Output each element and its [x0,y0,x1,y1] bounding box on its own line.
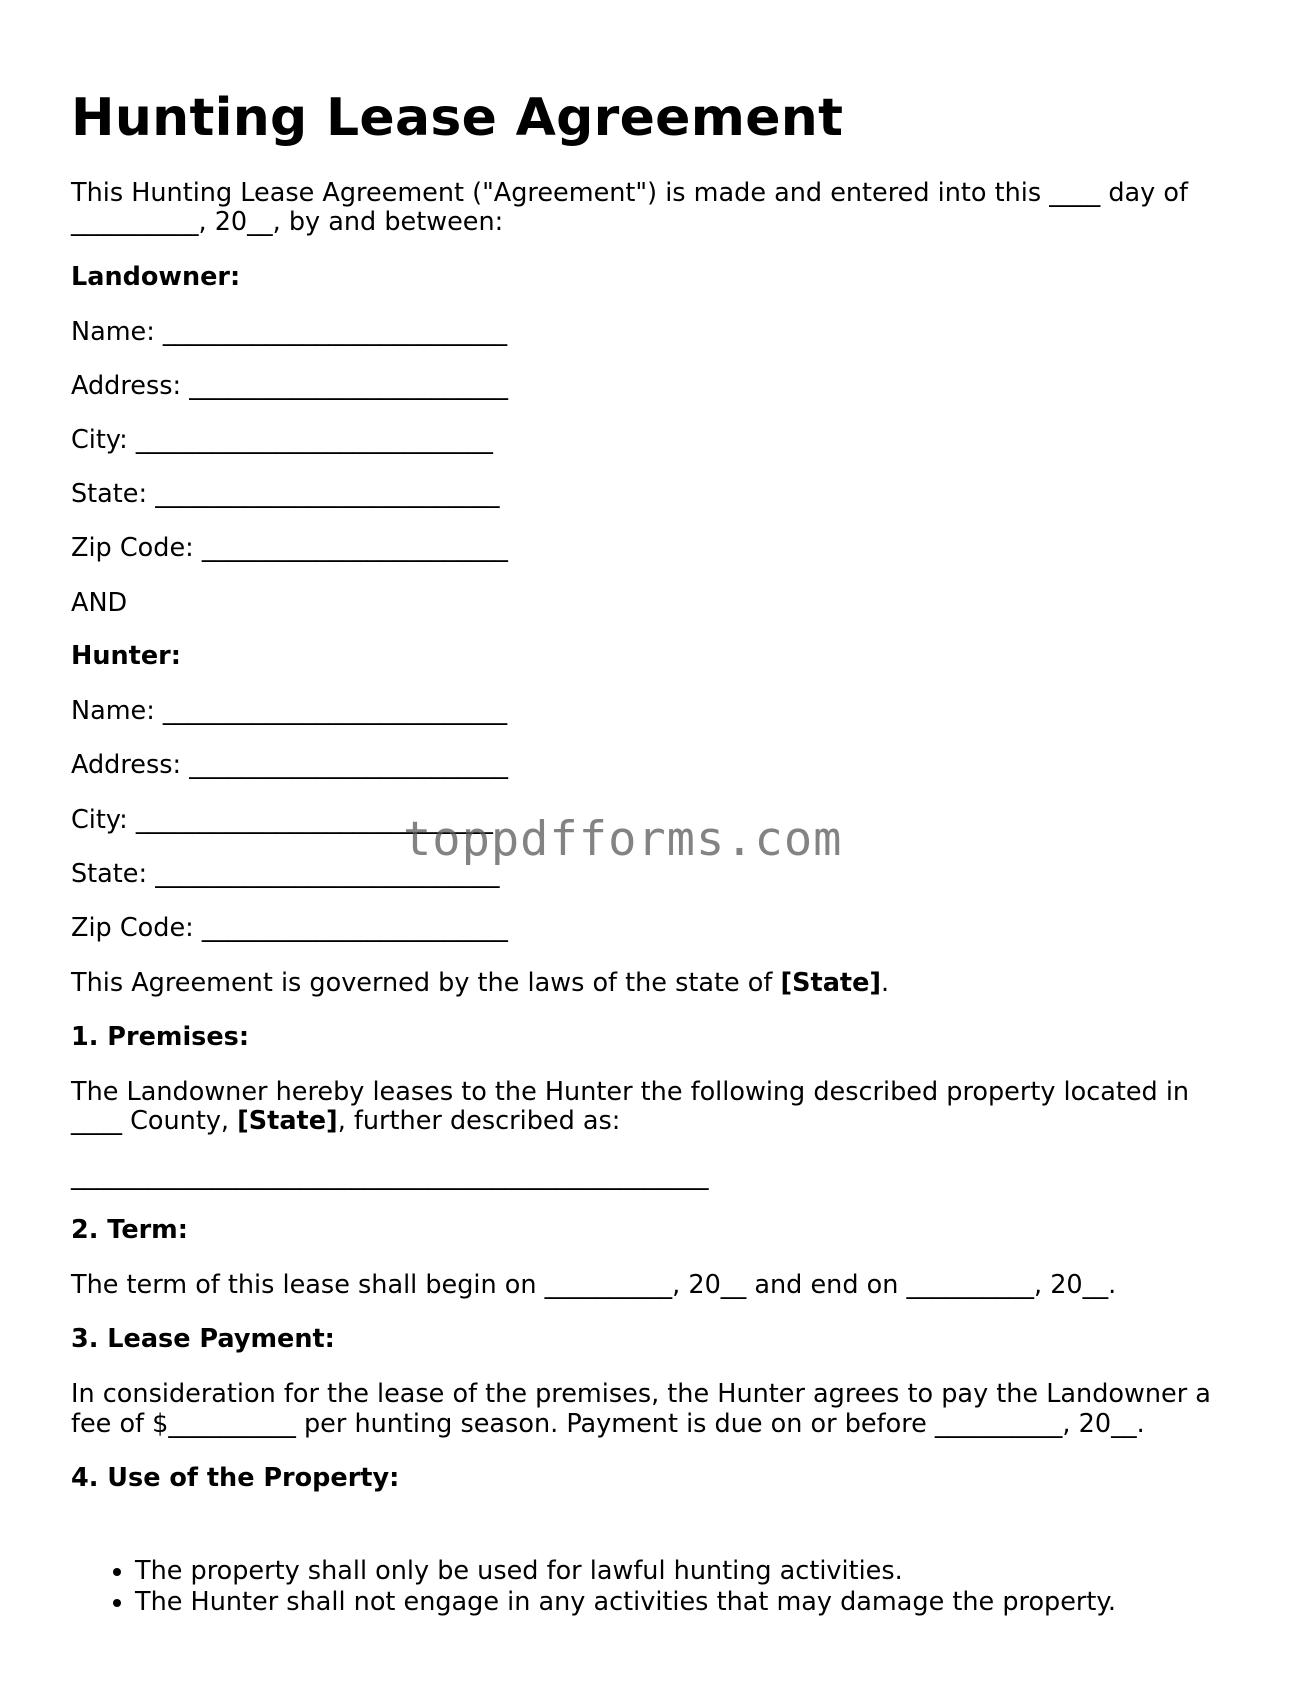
landowner-zip-field[interactable]: Zip Code: ________________________ [71,533,508,563]
governing-law-text [71,968,889,999]
hunter-state-field[interactable]: State: ___________________________ [71,859,500,889]
premises-heading: 1. Premises: [71,1022,250,1052]
hunter-heading: Hunter: [71,641,181,671]
payment-heading: 3. Lease Payment: [71,1324,335,1354]
landowner-name-field[interactable]: Name: ___________________________ [71,317,508,347]
and-label: AND [71,588,128,618]
hunter-zip-field[interactable]: Zip Code: ________________________ [71,913,508,943]
landowner-address-field[interactable]: Address: _________________________ [71,371,508,401]
term-heading: 2. Term: [71,1215,188,1245]
intro-line-2: __________, 20__, by and between: [71,207,504,237]
use-list [71,1556,1116,1618]
landowner-state-field[interactable]: State: ___________________________ [71,479,500,509]
landowner-city-field[interactable]: City: ____________________________ [71,425,493,455]
document-title: Hunting Lease Agreement [71,88,844,148]
premises-line-1: The Landowner hereby leases to the Hunter the following described property located in [71,1077,1190,1107]
premises-county: ____ County, [71,1106,238,1136]
premises-line-2-suffix: , further described as: [337,1106,621,1136]
payment-line-1: In consideration for the lease of the premises, the Hunter agrees to pay the Landowner a [71,1379,1211,1409]
hunter-address-field[interactable]: Address: _________________________ [71,750,508,780]
premises-line-2 [71,1106,620,1137]
premises-description-field[interactable]: __________________________________________________ [71,1161,709,1191]
governing-law-state: [State] [780,968,882,998]
term-text: The term of this lease shall begin on __________, 20__ and end on __________, 20__. [71,1270,1117,1300]
payment-line-2: fee of $__________ per hunting season. Payment is due on or before __________, 20__. [71,1409,1145,1439]
premises-state: [State] [237,1106,338,1136]
hunter-city-field[interactable]: City: ____________________________ [71,805,493,835]
list-item: • The Hunter shall not engage in any activities that may damage the property. [135,1587,1116,1618]
governing-law-prefix: This Agreement is governed by the laws of the state of [71,968,781,998]
use-heading: 4. Use of the Property: [71,1463,400,1493]
watermark: toppdfforms.com [403,812,843,867]
hunter-name-field[interactable]: Name: ___________________________ [71,696,508,726]
landowner-heading: Landowner: [71,262,241,292]
list-item: • The property shall only be used for lawful hunting activities. [135,1556,1116,1587]
governing-law-suffix: . [881,968,890,998]
intro-line-1: This Hunting Lease Agreement ("Agreement") is made and entered into this ____ day of [71,178,1188,208]
